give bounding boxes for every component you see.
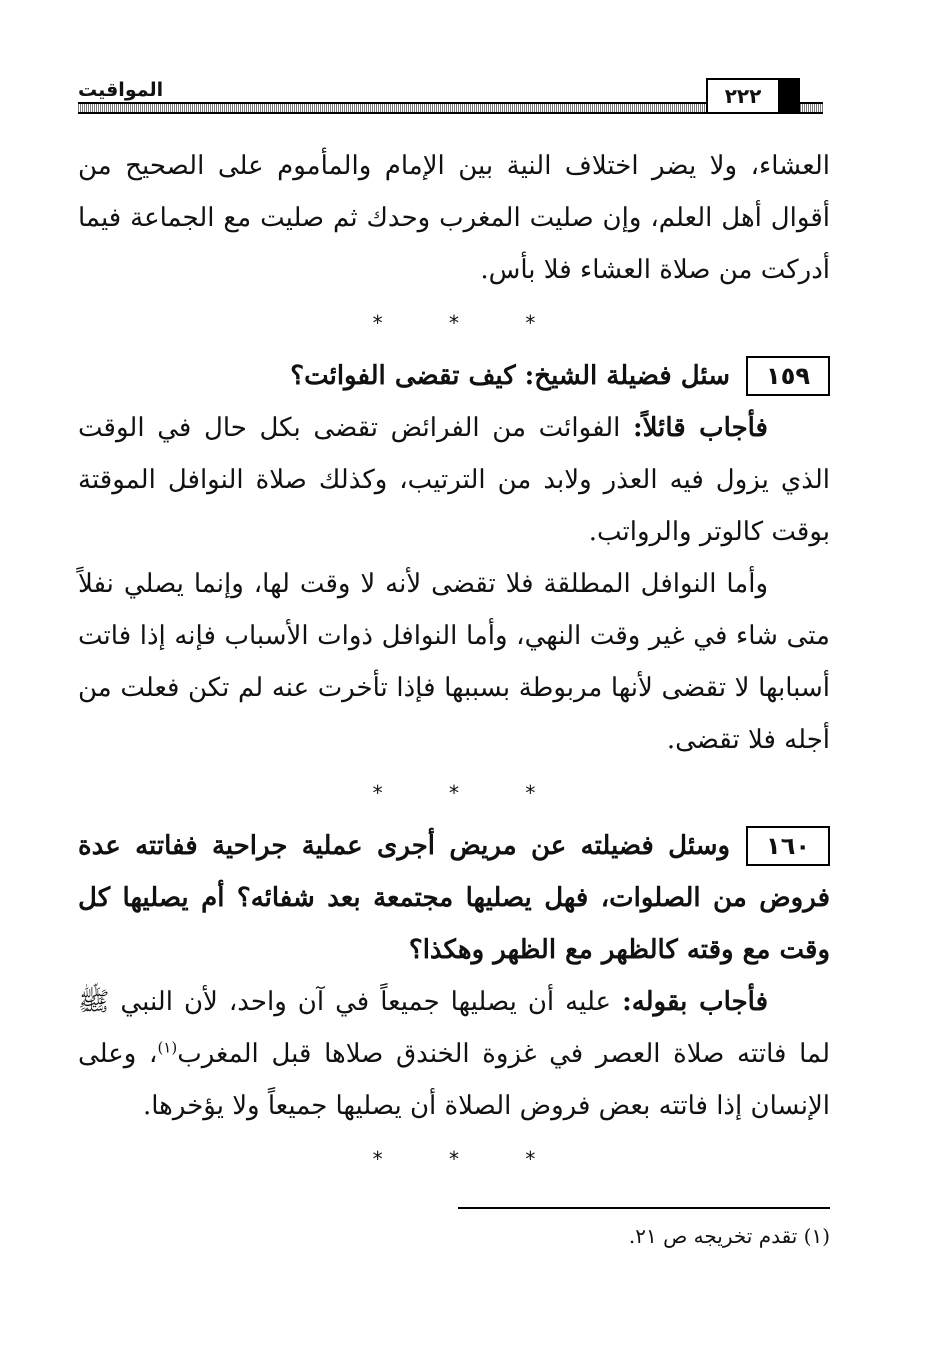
running-title: المواقيت (78, 79, 164, 101)
footnote-ref: (١) (157, 1038, 178, 1057)
question-number-160: ١٦٠ (746, 826, 830, 866)
answer-160-text-2: ، وعلى الإنسان إذا فاتته بعض فروض الصلاة أن يصليها جميعاً ولا يؤخرها. (78, 1039, 830, 1121)
intro-paragraph: العشاء، ولا يضر اختلاف النية بين الإمام والمأموم على الصحيح من أقوال أهل العلم، وإن صليت المغرب وحدك ثم صليت مع الجماعة فيما أدركت من صلاة العشاء فلا بأس. (78, 151, 830, 285)
question-160 (78, 820, 830, 976)
answer-160-lead: فأجاب بقوله: (622, 987, 768, 1017)
page-header (78, 78, 823, 120)
section-separator: * * * (372, 311, 566, 335)
answer-159 (78, 402, 830, 558)
footnote: (١) تقدم تخريجه ص ٢١. (628, 1224, 830, 1248)
section-separator: * * * (372, 781, 566, 805)
answer-159-lead: فأجاب قائلاً: (633, 413, 768, 443)
answer-159-paragraph-2: وأما النوافل المطلقة فلا تقضى لأنه لا وقت لها، وإنما يصلي نفلاً متى شاء في غير وقت النهي، وأما النوافل ذوات الأسباب فإنه إذا فاتت أسبابها لا تقضى لأنها مربوطة بسببها فإذا تأخرت عنه لم تكن فعلت من أجله فلا تقضى. (78, 569, 830, 755)
page-content (78, 140, 830, 1186)
section-separator: * * * (372, 1147, 566, 1171)
answer-160 (78, 976, 830, 1132)
question-160-text: وسئل فضيلته عن مريض أجرى عملية جراحية ففاتته عدة فروض من الصلوات، فهل يصليها مجتمعة بعد شفائه؟ أم يصليها كل وقت مع وقته كالظهر مع الظهر وهكذا؟ (78, 831, 830, 965)
question-159 (78, 350, 830, 402)
question-number-159: ١٥٩ (746, 356, 830, 396)
answer-159-text: الفوائت من الفرائض تقضى بكل حال في الوقت الذي يزول فيه العذر ولابد من الترتيب، وكذلك صلاة النوافل الموقتة بوقت كالوتر والرواتب. (78, 413, 830, 547)
question-159-text: سئل فضيلة الشيخ: كيف تقضى الفوائت؟ (290, 361, 731, 391)
page-number: ٢٢٢ (706, 78, 780, 114)
page-number-tab (780, 78, 800, 114)
footnote-divider (458, 1207, 830, 1209)
answer-160-text-1: عليه أن يصليها جميعاً في آن واحد، لأن النبي ﷺ لما فاتته صلاة العصر في غزوة الخندق صلاها قبل المغرب (78, 987, 830, 1069)
